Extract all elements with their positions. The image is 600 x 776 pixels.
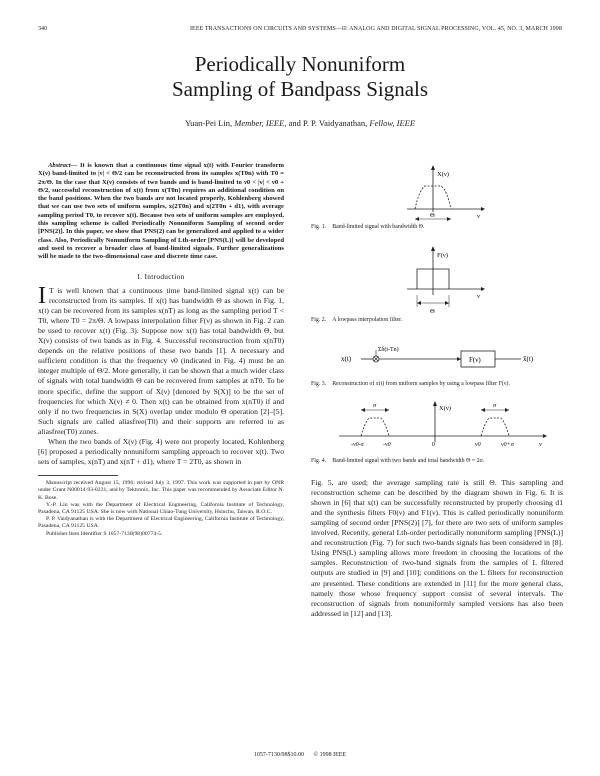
- fig3-filter-label: F(ν): [469, 355, 481, 364]
- abstract-lead: Abstract—: [48, 162, 78, 169]
- fig4-ylabel: X(ν): [439, 405, 451, 413]
- page-footer: [0, 752, 600, 758]
- right-body-text: Fig. 5, are used; the average sampling rate is still Θ. This sampling and reconstruction scheme can be described by the diagram shown in Fig. 6. It is shown in [6] that x(t) can be successfully reconstructed by properly choosing d1 and the synthesis filters F0(ν) and F1(ν). This is called periodically nonuniform sampling of second order [PNS(2)] [7], for there are two sets of uniform samples involved. Recently, general Lth-order periodically nonuniform sampling [PNS(L)] and reconstruction (Fig. 7) for such two-bands signals has been considered in [8]. Using PNS(L) sampling allows more freedom in choosing the locations of the samples. Reconstruction of two-band signals from the samples of L filtered outputs are studied in [9] and [10]; conditions on the L filters for reconstruction are presented. These conditions are extended in [11] for the more general class, namely those whose frequency support consist of several intervals. The reconstruction of signals from nonuniformly sampled versions has also been addressed in [12] and [13].: [311, 477, 563, 618]
- fig4-sigma-left-arrow-l: [361, 408, 365, 412]
- author-2-role: Fellow, IEEE: [369, 118, 416, 128]
- figure-1-label: Fig. 1.: [311, 224, 327, 230]
- paper-title: [0, 52, 600, 102]
- fig1-dim-arrow-r: [447, 217, 451, 221]
- figure-2-diagram: [311, 243, 563, 317]
- footnote-author-1: Y.-P. Lin was with the Department of Electrical Engineering, California Institute of Technology, Pasadena, CA 91125 USA. She is now with National Chiao-Tung University, Hsinchu, Taiwan, R.O.C.: [38, 501, 284, 516]
- abstract-text: It is known that a continuous time signal x(t) with Fourier transform X(ν) band-limited to |ν| < Θ/2 can be reconstructed from its samples x(T0n) with T0 = 2π/Θ. In the case that X(ν) consists of two bands and is band-limited to ν0 < |ν| < ν0 + Θ/2, successful reconstruction of x(t) from x(T0n) requires an additional condition on the band positions. When the two bands are not located properly, Kohlenberg showed that we can use two sets of uniform samples, x(2T0n) and x(2T0n + d1), with average sampling period T0, to recover x(t). Because two sets of uniform samples are employed, this sampling scheme is called Periodically Nonuniform Sampling of second order [PNS(2)]. In this paper, we show that PNS(2) can be generalized and applied to a wider class. Also, Periodically Nonuniform Sampling of Lth-order [PNS(L)] will be developed and used to recover a broader class of band-limited signals. Further generalizations will be made to the two-dimensional case and discrete time case.: [38, 162, 284, 261]
- fig4-x-arrow: [543, 434, 547, 438]
- footnote-manuscript: Manuscript received August 15, 1996; revised July 3, 1997. This work was supported in part by ONR under Grant N00014-93-0231, and by Tektronix, Inc. This paper was recommended by Associate Editor N. K. Bose.: [38, 480, 284, 501]
- figure-4-caption: [311, 458, 563, 465]
- fig2-dim-arrow-l: [417, 301, 421, 305]
- right-column: [311, 162, 563, 619]
- section-heading: I. Introduction: [137, 271, 185, 281]
- fig4-tick-neg-nu0: -ν0: [383, 442, 391, 449]
- fig3-sampler-label: Σδ(t-Tn): [378, 346, 399, 353]
- figure-3: [311, 341, 563, 388]
- fig1-y-arrow: [431, 165, 435, 170]
- fig4-sigma-left: σ: [373, 402, 377, 410]
- footnote-publisher-id: Publisher Item Identifier S 1057-7130(98)00774-5.: [46, 530, 163, 537]
- fig4-sigma-left-arrow-r: [385, 408, 389, 412]
- figure-2-text: A lowpass interpolation filter.: [332, 317, 403, 324]
- fig1-x-arrow: [481, 207, 485, 211]
- fig1-dim-label: Θ: [430, 212, 435, 219]
- fig2-x-arrow: [481, 287, 485, 291]
- figure-3-label: Fig. 3.: [311, 380, 327, 387]
- intro-text-2: When the two bands of X(ν) (Fig. 4) were not properly located, Kohlenberg [6] proposed a periodically nonuniform sampling approach to recover x(t). Two sets of samples, x(nT) and x(nT + d1), where T = 2T0, as shown in: [38, 436, 284, 467]
- fig4-sigma-right: σ: [493, 402, 497, 410]
- title-line-1: Periodically Nonuniform: [194, 52, 406, 76]
- fig4-band-left: [361, 418, 389, 436]
- page-number: 340: [38, 26, 47, 32]
- figure-3-text: Reconstruction of x(t) from uniform samples by using a lowpass filter F(ν).: [332, 380, 510, 387]
- figure-2-label: Fig. 2.: [311, 317, 327, 324]
- fig3-output-label: x̂(t): [523, 354, 534, 363]
- fig3-input-label: x(t): [341, 354, 352, 363]
- fig4-tick-nu0: ν0: [475, 442, 481, 449]
- figure-1-caption: [311, 224, 563, 231]
- author-2: P. P. Vaidyanathan,: [302, 118, 368, 128]
- fig1-dim-arrow-l: [415, 217, 419, 221]
- author-connector: and: [288, 118, 301, 128]
- figure-3-diagram: [311, 341, 563, 381]
- footer-copyright: © 1998 IEEE: [313, 752, 347, 758]
- running-header: [38, 26, 562, 36]
- fig1-ylabel: X(ν): [437, 171, 449, 178]
- fig4-tick-neg-nu0-sigma: -ν0-σ: [351, 442, 364, 449]
- fig4-band-right: [481, 418, 509, 436]
- author-1: Yuan-Pei Lin,: [184, 118, 233, 128]
- fig3-arrow-to-filter: [457, 357, 461, 361]
- footer-issn: 1057-7130/98$10.00: [253, 752, 305, 758]
- fig4-xlabel: ν: [539, 441, 542, 449]
- journal-title: IEEE TRANSACTIONS ON CIRCUITS AND SYSTEMS—II: ANALOG AND DIGITAL SIGNAL PROCESSING, VOL. 45, NO. 3, MARCH 1998: [189, 26, 562, 32]
- fig4-tick-zero: 0: [432, 442, 435, 449]
- figure-4: [311, 396, 563, 465]
- figure-2: [311, 243, 563, 324]
- figure-1-diagram: [311, 162, 563, 224]
- figure-2-caption: [311, 317, 563, 324]
- drop-cap: I: [38, 282, 46, 309]
- figure-4-text: Band-limited signal with two bands and total bandwidth Θ = 2σ.: [332, 458, 485, 465]
- left-column: [38, 162, 284, 538]
- fig2-y-arrow: [431, 246, 435, 251]
- intro-text-1: T is well known that a continuous time band-limited signal x(t) can be reconstructed from its samples. If x(t) has bandwidth Θ as shown in Fig. 1, x(t) can be recovered from its samples x(nT) as long as the sampling period T < T0, where T0 = 2π/Θ. A lowpass interpolation filter F(ν) as shown in Fig. 2 can be used to recover x(t) (Fig. 3). Suppose now x(t) has total bandwidth Θ, but X(ν) consists of two bands as in Fig. 4. Successful reconstruction from x(nT0) depends on the relative positions of these two bands [1]. A necessary and sufficient condition is that the frequency ν0 (indicated in Fig. 4) must be an integer multiple of Θ/2. More generally, it can be shown that a much wider class of signals with total bandwidth Θ can be recovered from samples at nT0. To be more specific, define the support of X(ν) [denoted by S(X)] to be the set of frequencies for which X(ν) ≠ 0. Then x(t) can be obtained from x(nT0) if and only if no two frequencies in S(X) overlap under modulo Θ operation [2]–[5]. Such signals are called aliasfree(T0) and their supports are referred to as aliasfree(T0) zones.: [38, 285, 284, 436]
- title-line-2: Sampling of Bandpass Signals: [171, 77, 429, 101]
- fig2-xlabel: ν: [477, 293, 480, 301]
- fig2-ylabel: F(ν): [437, 252, 448, 260]
- fig4-y-arrow: [433, 401, 437, 406]
- figure-1: [311, 162, 563, 231]
- intro-paragraph-1: [38, 282, 284, 437]
- figure-4-diagram: [311, 396, 563, 458]
- figure-1-text: Band-limited signal with bandwidth Θ.: [332, 224, 425, 230]
- fig2-dim-label: Θ: [430, 308, 435, 316]
- abstract: [38, 162, 284, 262]
- fig4-sigma-right-arrow-r: [505, 408, 509, 412]
- author-line: [0, 118, 600, 128]
- author-1-role: Member, IEEE,: [234, 118, 287, 128]
- fig4-sigma-right-arrow-l: [481, 408, 485, 412]
- fig2-dim-arrow-r: [445, 301, 449, 305]
- footnote-divider: [38, 475, 118, 476]
- footnote-author-2: P. P. Vaidyanathan is with the Department of Electrical Engineering, California Institute of Technology, Pasadena, CA 91125 USA.: [38, 516, 284, 530]
- figure-4-label: Fig. 4.: [311, 458, 327, 465]
- fig1-xlabel: ν: [477, 213, 480, 220]
- figure-3-caption: [311, 381, 563, 388]
- fig4-tick-nu0-sigma: ν0+σ: [501, 442, 514, 449]
